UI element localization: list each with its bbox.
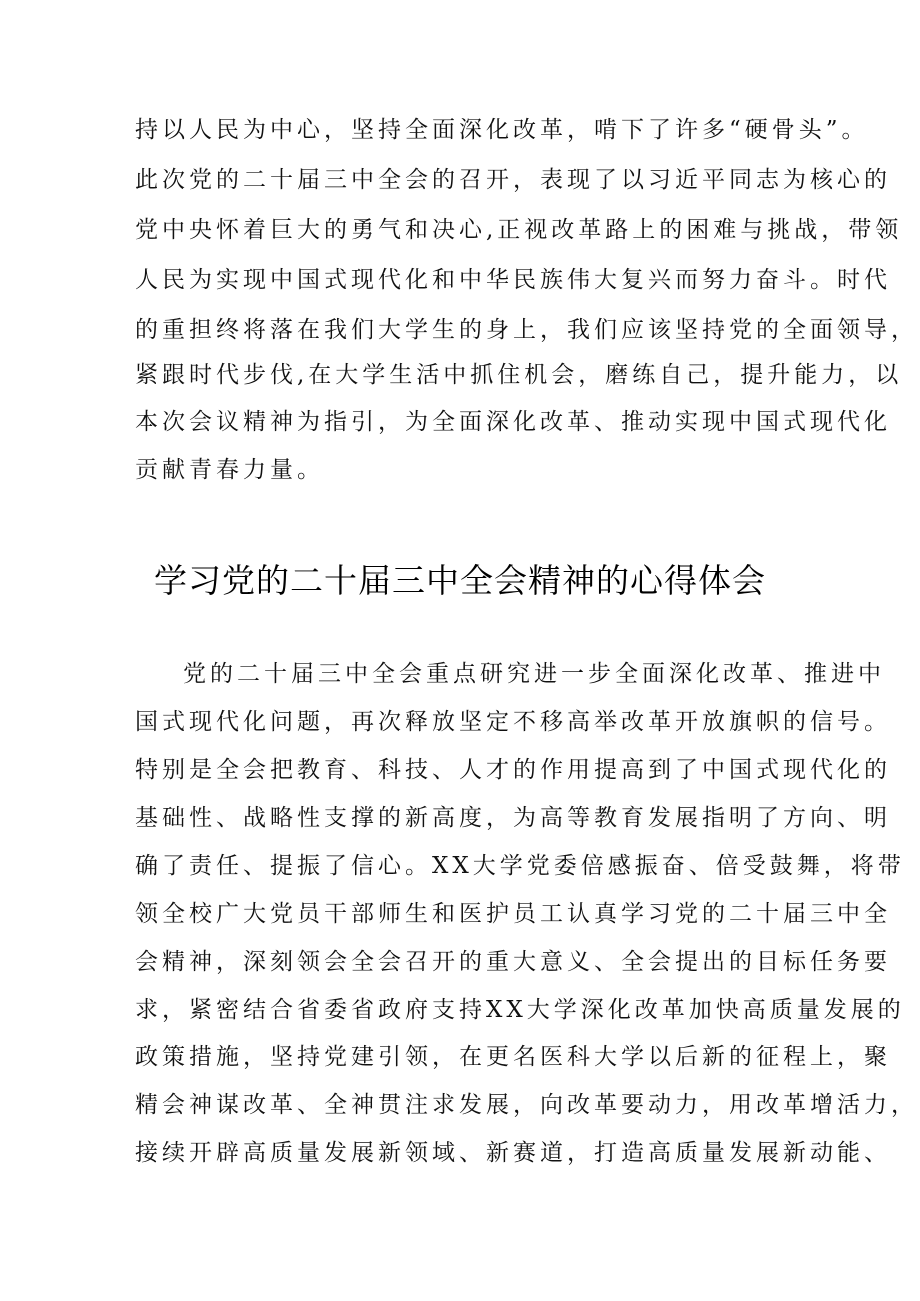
paragraph-line: 本次会议精神为指引，为全面深化改革、推动实现中国式现代化 [135, 409, 891, 435]
paragraph-line: 此次党的二十届三中全会的召开，表现了以习近平同志为核心的 [135, 167, 891, 193]
paragraph-line: 人民为实现中国式现代化和中华民族伟大复兴而努力奋斗。时代 [135, 267, 891, 293]
paragraph-line: 国式现代化问题，再次释放坚定不移高举改革开放旗帜的信号。 [135, 709, 891, 735]
paragraph-line: 领全校广大党员干部师生和医护员工认真学习党的二十届三中全 [135, 901, 891, 927]
paragraph-line: 紧跟时代步伐,在大学生活中抓住机会，磨练自己，提升能力，以 [135, 362, 903, 388]
paragraph-line: 政策措施，坚持党建引领，在更名医科大学以后新的征程上，聚 [135, 1044, 891, 1070]
paragraph-line: 确了责任、提振了信心。XX大学党委倍感振奋、倍受鼓舞，将带 [135, 853, 905, 879]
paragraph-line: 会精神，深刻领会全会召开的重大意义、全会提出的目标任务要 [135, 949, 891, 975]
paragraph-line: 接续开辟高质量发展新领域、新赛道，打造高质量发展新动能、 [135, 1140, 891, 1166]
paragraph-line: 党中央怀着巨大的勇气和决心,正视改革路上的困难与挑战，带领 [135, 217, 903, 243]
paragraph-line: 求，紧密结合省委省政府支持XX大学深化改革加快高质量发展的 [135, 997, 905, 1023]
paragraph-line: 特别是全会把教育、科技、人才的作用提高到了中国式现代化的 [135, 757, 891, 783]
paragraph-line: 基础性、战略性支撑的新高度，为高等教育发展指明了方向、明 [135, 805, 891, 831]
paragraph-line: 的重担终将落在我们大学生的身上，我们应该坚持党的全面领导， [135, 317, 918, 343]
paragraph-line: 精会神谋改革、全神贯注求发展，向改革要动力，用改革增活力， [135, 1092, 918, 1118]
paragraph-line: 持以人民为中心，坚持全面深化改革，啃下了许多“硬骨头”。 [135, 117, 869, 143]
paragraph-line: 贡献青春力量。 [135, 457, 324, 483]
paragraph-line: 党的二十届三中全会重点研究进一步全面深化改革、推进中 [183, 661, 885, 687]
document-title: 学习党的二十届三中全会精神的心得体会 [154, 561, 766, 600]
